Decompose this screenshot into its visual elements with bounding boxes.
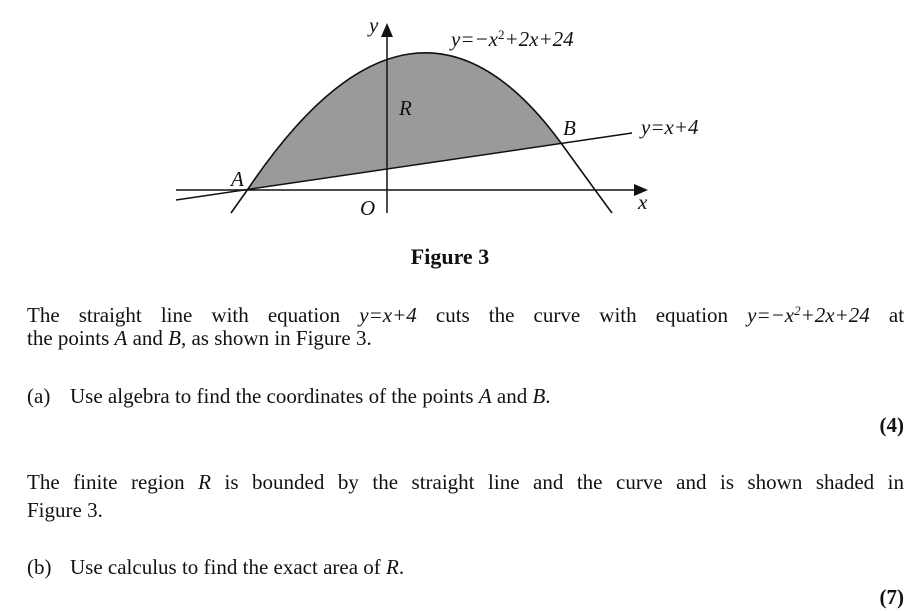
intro-text-2: cuts the curve with equation bbox=[435, 303, 729, 327]
curve-equation-label bbox=[451, 28, 574, 50]
part-a-and: and bbox=[496, 384, 528, 408]
part-a-point-a: A bbox=[478, 384, 492, 408]
part-a-label: (a) bbox=[27, 384, 51, 408]
region-text-2: is bounded by the straight line and the curve and is shown shaded in bbox=[224, 470, 905, 494]
region-line-1 bbox=[27, 469, 904, 496]
intro-point-b: B bbox=[168, 326, 181, 350]
intro-curve-exponent: 2 bbox=[794, 303, 801, 318]
origin-label: O bbox=[360, 196, 376, 220]
intro-point-a: A bbox=[114, 326, 128, 350]
figure-caption: Figure 3 bbox=[410, 244, 490, 269]
curve-eq-y: y bbox=[451, 27, 461, 51]
part-b-marks: (7) bbox=[879, 585, 904, 609]
curve-eq-rest: +2x+24 bbox=[504, 27, 574, 51]
region-r-label: R bbox=[399, 96, 412, 120]
x-axis-label: x bbox=[638, 190, 648, 214]
intro-line-2 bbox=[27, 325, 904, 352]
part-b-end: . bbox=[398, 555, 405, 579]
intro-text-and: and bbox=[132, 326, 163, 350]
line-equation-label: y=x+4 bbox=[641, 115, 699, 139]
part-b-label: (b) bbox=[27, 555, 52, 579]
intro-text-1: The straight line with equation bbox=[27, 303, 341, 327]
intro-curve-equation bbox=[747, 303, 870, 327]
region-line-2: Figure 3. bbox=[27, 498, 103, 522]
point-b-label: B bbox=[563, 116, 576, 140]
intro-text-3: at bbox=[888, 303, 905, 327]
part-a-point-b: B bbox=[532, 384, 546, 408]
part-a-text: Use algebra to find the coordinates of the points bbox=[70, 384, 474, 408]
curve-eq-lhs: =−x bbox=[460, 27, 498, 51]
region-r: R bbox=[198, 470, 211, 494]
part-b-text: Use calculus to find the exact area of bbox=[70, 555, 381, 579]
intro-text-5: , as shown in Figure 3. bbox=[180, 326, 372, 350]
part-a-marks: (4) bbox=[879, 413, 904, 437]
intro-curve-rest: +2x+24 bbox=[800, 303, 870, 327]
figure-3 bbox=[0, 0, 922, 240]
point-a-label: A bbox=[231, 167, 244, 191]
intro-curve-lhs: y=−x bbox=[747, 303, 795, 327]
part-b-r: R bbox=[386, 555, 399, 579]
intro-text-4: the points bbox=[27, 326, 110, 350]
y-axis-arrow-icon bbox=[381, 23, 393, 37]
shaded-region-r bbox=[248, 53, 561, 189]
question-part-b bbox=[27, 554, 404, 581]
region-text-1: The finite region bbox=[27, 470, 185, 494]
y-axis-label: y bbox=[369, 13, 379, 37]
curve-eq-exponent: 2 bbox=[498, 27, 505, 42]
question-part-a bbox=[27, 383, 551, 410]
intro-line-equation: y=x+4 bbox=[359, 303, 417, 327]
part-a-end: . bbox=[545, 384, 551, 408]
